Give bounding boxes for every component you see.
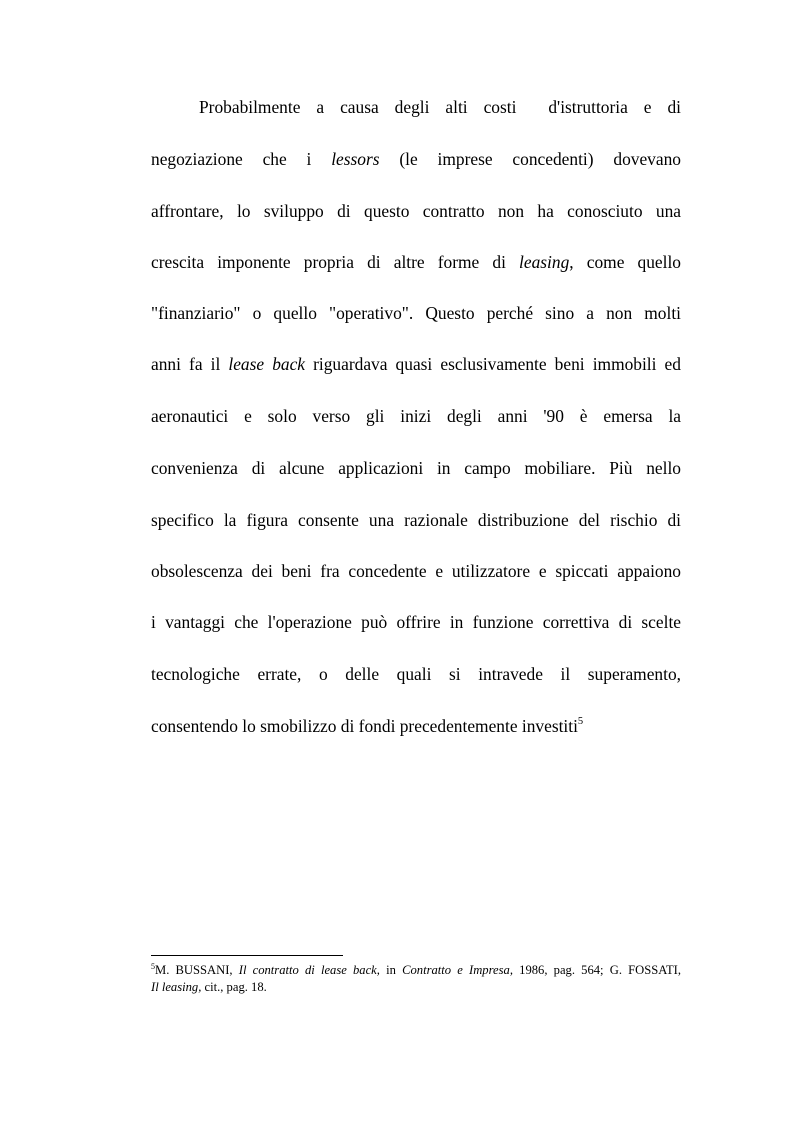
footnote-line-2: Il leasing, cit., pag. 18. bbox=[151, 980, 267, 994]
paragraph-line-2: negoziazione che i lessors (le imprese concedenti) dovevano bbox=[151, 149, 681, 169]
paragraph-line-12: tecnologiche errate, o delle quali si intravede il superamento, bbox=[151, 664, 681, 684]
italic-term-leasing: leasing bbox=[519, 252, 570, 272]
paragraph-line-9: specifico la figura consente una razionale distribuzione del rischio di bbox=[151, 510, 681, 530]
paragraph-line-6: anni fa il lease back riguardava quasi esclusivamente beni immobili ed bbox=[151, 354, 681, 374]
paragraph-line-8: convenienza di alcune applicazioni in campo mobiliare. Più nello bbox=[151, 458, 681, 478]
paragraph-line-5: "finanziario" o quello "operativo". Questo perché sino a non molti bbox=[151, 303, 681, 323]
footnote-separator bbox=[151, 955, 343, 956]
italic-term-lease-back: lease back bbox=[228, 354, 306, 374]
paragraph-line-1: Probabilmente a causa degli alti costi d'istruttoria e di bbox=[199, 97, 681, 117]
italic-term-lessors: lessors bbox=[331, 149, 380, 169]
paragraph-line-4: crescita imponente propria di altre forme di leasing, come quello bbox=[151, 252, 681, 272]
footnote-number: 5 bbox=[151, 962, 155, 971]
paragraph-line-7: aeronautici e solo verso gli inizi degli anni '90 è emersa la bbox=[151, 406, 681, 426]
paragraph-line-11: i vantaggi che l'operazione può offrire in funzione correttiva di scelte bbox=[151, 612, 681, 632]
paragraph-line-3: affrontare, lo sviluppo di questo contratto non ha conosciuto una bbox=[151, 201, 681, 221]
footnote-reference[interactable]: 5 bbox=[577, 716, 584, 727]
footnote-line-1: $^5$M. BUSSANI, Il contratto di lease back, in Contratto e Impresa, 1986, pag. 564; G. FOSSATI, bbox=[151, 962, 681, 977]
paragraph-line-13: consentendo lo smobilizzo di fondi precedentemente investiti$^5$ bbox=[151, 716, 584, 736]
paragraph-line-10: obsolescenza dei beni fra concedente e utilizzatore e spiccati appaiono bbox=[151, 561, 681, 581]
